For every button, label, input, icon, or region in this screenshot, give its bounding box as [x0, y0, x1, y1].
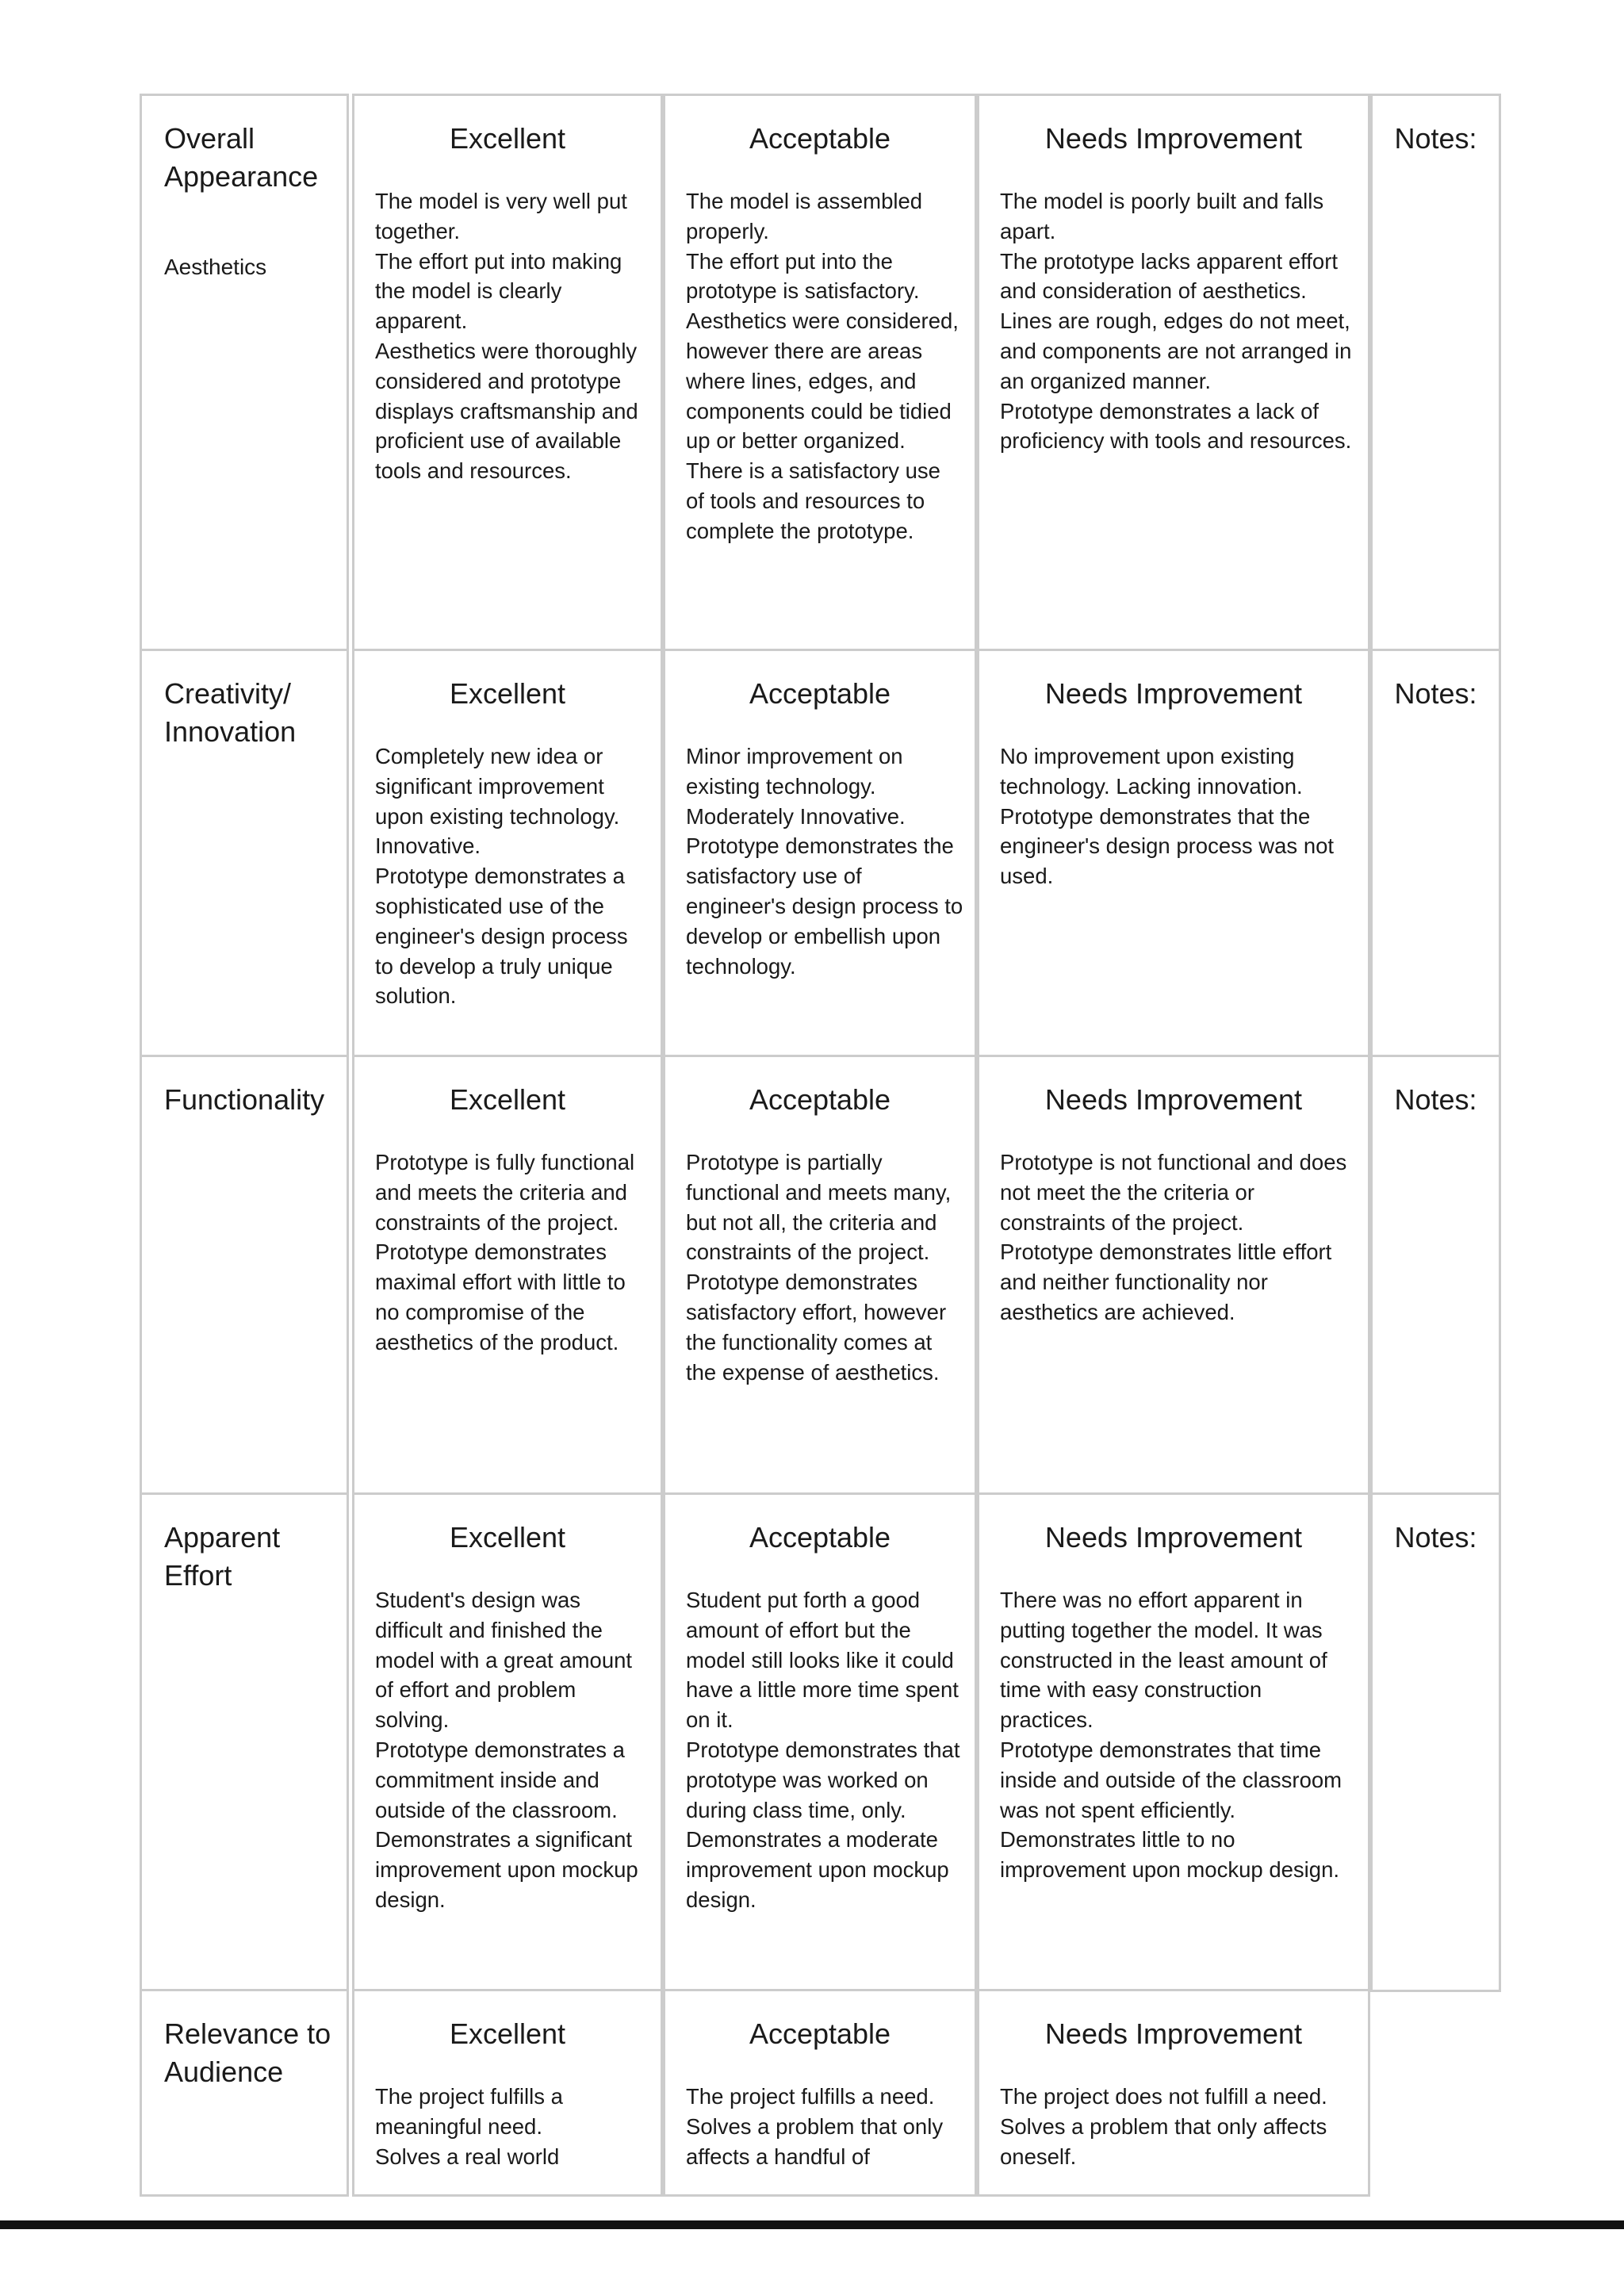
criterion-title: Overall Appearance: [164, 122, 319, 193]
level-description: [375, 741, 649, 1011]
needs-improvement-cell: [977, 649, 1370, 1058]
notes-cell: [1370, 1492, 1501, 1992]
description-line: There was no effort apparent in putting together the model. It was constructed in the least amount of time with easy construction practices.: [1000, 1588, 1327, 1733]
description-line: Solves a real world: [375, 2144, 560, 2169]
description-line: Prototype demonstrates satisfactory effort, however the functionality comes at the expense of aesthetics.: [686, 1270, 947, 1385]
level-description: [375, 2082, 649, 2171]
level-description: [686, 1148, 963, 1387]
description-line: Prototype demonstrates that time inside and outside of the classroom was not spent efficiently.: [1000, 1737, 1342, 1822]
level-heading-acceptable: Acceptable: [749, 1083, 891, 1116]
description-line: Demonstrates a significant improvement upon mockup design.: [375, 1827, 638, 1912]
criterion-title: Relevance to Audience: [164, 2017, 331, 2088]
criterion-title: Functionality: [164, 1083, 325, 1116]
level-heading-acceptable: Acceptable: [749, 122, 891, 155]
level-heading-needs-improvement: Needs Improvement: [1044, 122, 1303, 155]
description-line: Student put forth a good amount of effort but the model still looks like it could have a little more time spent on it.: [686, 1588, 959, 1733]
level-heading-excellent: Excellent: [449, 122, 566, 155]
level-description: [375, 186, 649, 486]
level-heading-excellent: Excellent: [449, 2017, 566, 2050]
description-line: Prototype demonstrates little effort and neither functionality nor aesthetics are achieved.: [1000, 1239, 1332, 1324]
level-description: [1000, 2082, 1357, 2171]
description-line: Prototype is fully functional and meets the criteria and constraints of the project.: [375, 1150, 635, 1235]
description-line: The effort put into the prototype is satisfactory.: [686, 248, 920, 304]
level-description: [1000, 741, 1357, 891]
level-heading-acceptable: Acceptable: [749, 1521, 891, 1554]
description-line: No improvement upon existing technology. Lacking innovation.: [1000, 744, 1303, 799]
notes-cell: [1370, 94, 1501, 652]
notes-label: Notes:: [1394, 1083, 1477, 1116]
description-line: The model is assembled properly.: [686, 189, 923, 243]
description-line: Demonstrates little to no improvement upon mockup design.: [1000, 1827, 1340, 1883]
level-description: [686, 2082, 963, 2171]
criterion-cell: [140, 1989, 349, 2197]
criterion-title: Creativity/ Innovation: [164, 677, 297, 748]
description-line: The project fulfills a meaningful need.: [375, 2084, 563, 2139]
level-description: [1000, 186, 1357, 456]
description-line: The prototype lacks apparent effort and consideration of aesthetics. Lines are rough, edges do not meet, and components are not arranged in an organized manner.: [1000, 248, 1352, 393]
criterion-title: Apparent Effort: [164, 1521, 281, 1592]
description-line: Prototype is not functional and does not meet the the criteria or constraints of the project.: [1000, 1150, 1347, 1235]
level-description: [686, 186, 963, 546]
excellent-cell: [352, 649, 663, 1058]
description-line: Prototype demonstrates a sophisticated use of the engineer's design process to develop a truly unique solution.: [375, 864, 628, 1009]
level-heading-excellent: Excellent: [449, 1083, 566, 1116]
acceptable-cell: [663, 1055, 977, 1496]
acceptable-cell: [663, 1989, 977, 2197]
criterion-cell: [140, 1492, 349, 1992]
notes-label: Notes:: [1394, 122, 1477, 155]
needs-improvement-cell: [977, 94, 1370, 652]
criterion-subtitle: Aesthetics: [164, 255, 267, 279]
excellent-cell: [352, 94, 663, 652]
level-description: [1000, 1148, 1357, 1328]
level-heading-acceptable: Acceptable: [749, 677, 891, 710]
description-line: Prototype demonstrates that the engineer's design process was not used.: [1000, 803, 1335, 889]
needs-improvement-cell: [977, 1492, 1370, 1992]
level-heading-needs-improvement: Needs Improvement: [1044, 1083, 1303, 1116]
description-line: Solves a problem that only affects a handful of: [686, 2113, 944, 2169]
level-heading-excellent: Excellent: [449, 1521, 566, 1554]
description-line: There is a satisfactory use of tools and resources to complete the prototype.: [686, 458, 940, 543]
needs-improvement-cell: [977, 1055, 1370, 1496]
criterion-cell: [140, 1055, 349, 1496]
description-line: The model is very well put together.: [375, 189, 627, 243]
acceptable-cell: [663, 94, 977, 652]
level-heading-excellent: Excellent: [449, 677, 566, 710]
level-heading-needs-improvement: Needs Improvement: [1044, 677, 1303, 710]
level-description: [686, 741, 963, 981]
description-line: The model is poorly built and falls apart.: [1000, 189, 1324, 243]
excellent-cell: [352, 1055, 663, 1496]
criterion-cell: [140, 94, 349, 652]
level-heading-acceptable: Acceptable: [749, 2017, 891, 2050]
description-line: Prototype is partially functional and meets many, but not all, the criteria and constraints of the project.: [686, 1150, 952, 1265]
level-description: [375, 1585, 649, 1915]
excellent-cell: [352, 1492, 663, 1992]
description-line: Aesthetics were considered, however there are areas where lines, edges, and components could be tidied up or better organized.: [686, 308, 959, 454]
excellent-cell: [352, 1989, 663, 2197]
acceptable-cell: [663, 1492, 977, 1992]
level-heading-needs-improvement: Needs Improvement: [1044, 1521, 1303, 1554]
notes-cell: [1370, 649, 1501, 1058]
description-line: Solves a problem that only affects oneself.: [1000, 2113, 1327, 2169]
notes-cell: [1370, 1055, 1501, 1496]
description-line: Prototype demonstrates that prototype was worked on during class time, only.: [686, 1737, 960, 1822]
notes-label: Notes:: [1394, 1521, 1477, 1554]
level-heading-needs-improvement: Needs Improvement: [1044, 2017, 1303, 2050]
description-line: The project fulfills a need.: [686, 2084, 935, 2109]
notes-label: Notes:: [1394, 677, 1477, 710]
level-description: [1000, 1585, 1357, 1885]
description-line: Prototype demonstrates the satisfactory use of engineer's design process to develop or embellish upon technology.: [686, 833, 963, 979]
description-line: Prototype demonstrates a commitment inside and outside of the classroom.: [375, 1737, 625, 1822]
needs-improvement-cell: [977, 1989, 1370, 2197]
description-line: Aesthetics were thoroughly considered and prototype displays craftsmanship and proficient use of available tools and resources.: [375, 338, 638, 484]
acceptable-cell: [663, 649, 977, 1058]
description-line: Demonstrates a moderate improvement upon mockup design.: [686, 1827, 949, 1912]
description-line: Student's design was difficult and finished the model with a great amount of effort and problem solving.: [375, 1588, 633, 1733]
description-line: Prototype demonstrates a lack of proficiency with tools and resources.: [1000, 398, 1352, 454]
description-line: Minor improvement on existing technology. Moderately Innovative.: [686, 744, 906, 829]
description-line: Prototype demonstrates maximal effort with little to no compromise of the aesthetics of the product.: [375, 1239, 626, 1354]
level-description: [375, 1148, 649, 1358]
criterion-cell: [140, 649, 349, 1058]
page-bottom-rule: [0, 2220, 1624, 2229]
description-line: The project does not fulfill a need.: [1000, 2084, 1327, 2109]
description-line: Completely new idea or significant improvement upon existing technology. Innovative.: [375, 744, 620, 859]
description-line: The effort put into making the model is clearly apparent.: [375, 248, 622, 334]
level-description: [686, 1585, 963, 1915]
